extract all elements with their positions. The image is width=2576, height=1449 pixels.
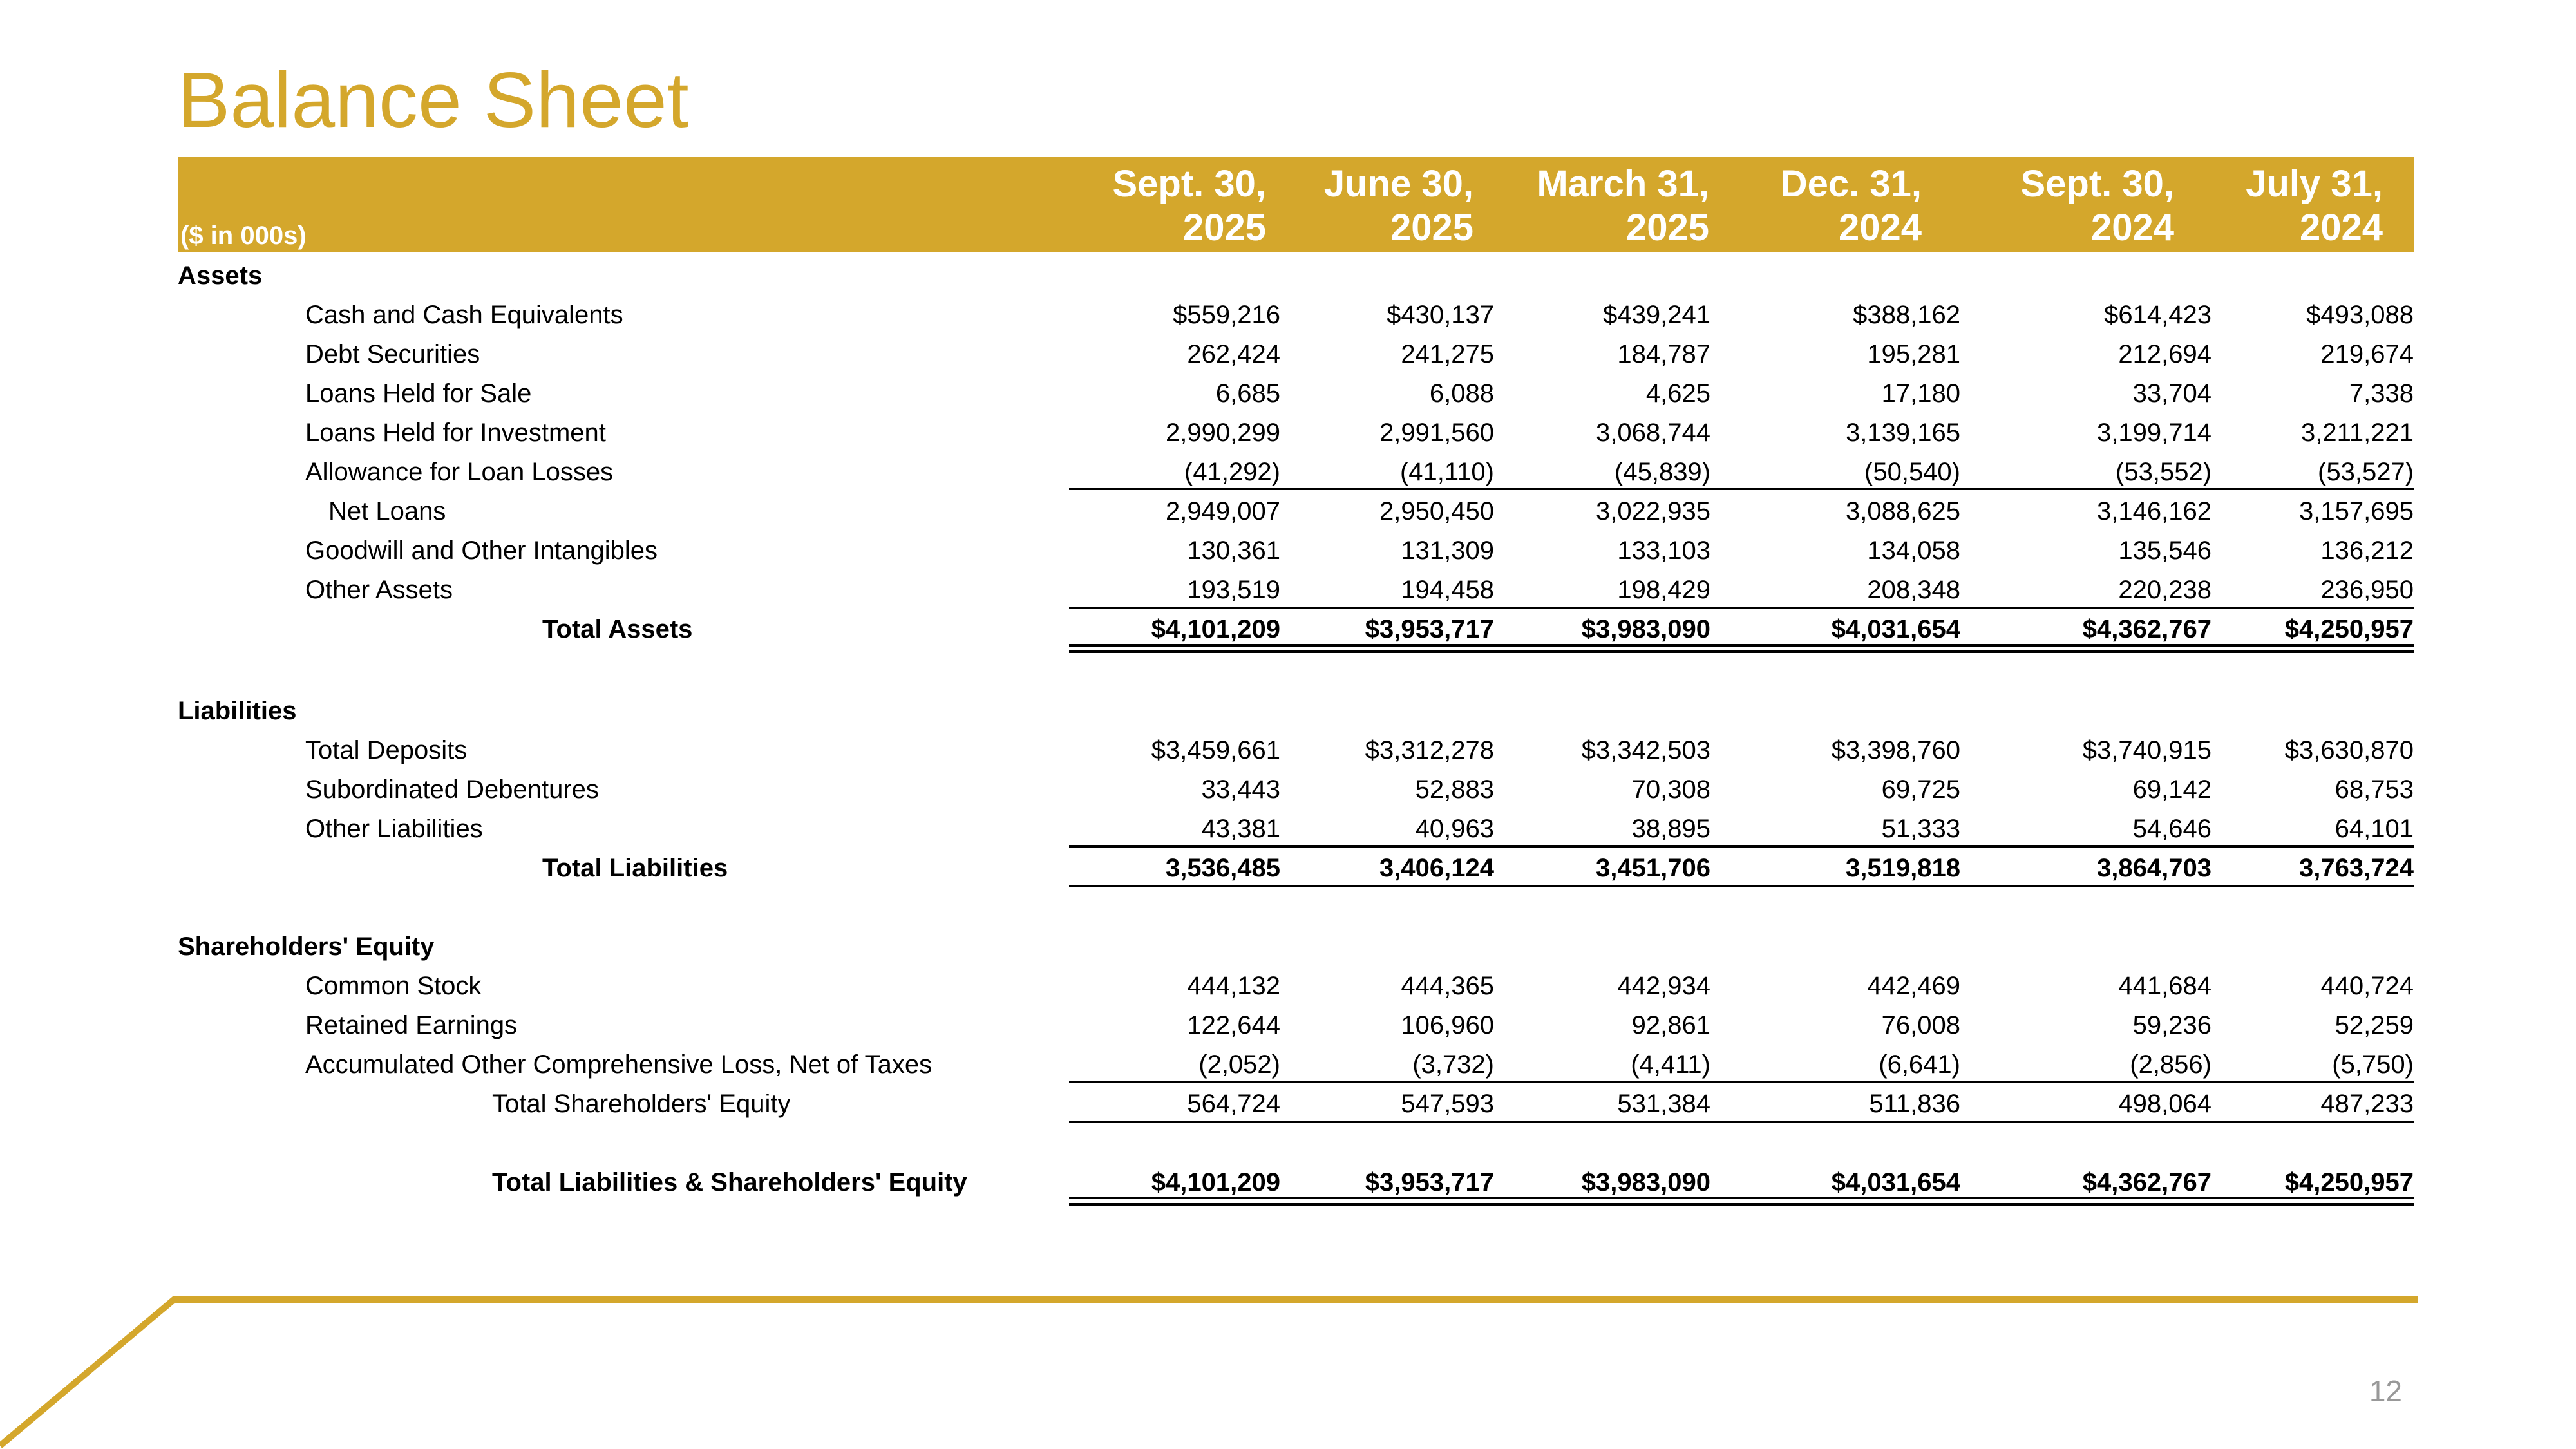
- table-row: Cash and Cash Equivalents $559,216 $430,137 $439,241 $388,162 $614,423 $493,088: [305, 301, 2414, 329]
- column-header-dec-2024: Dec. 31, 2024: [1780, 163, 1922, 249]
- section-header-assets: Assets: [178, 261, 263, 290]
- table-row: Other Liabilities 43,381 40,963 38,895 51,333 54,646 64,101: [305, 815, 2414, 843]
- footer-accent-stroke: [0, 1300, 2418, 1446]
- table-row: Net Loans 2,949,007 2,950,450 3,022,935 3,088,625 3,146,162 3,157,695: [328, 497, 2414, 526]
- section-header-liabilities: Liabilities: [178, 697, 297, 725]
- total-liabilities-equity-row: Total Liabilities & Shareholders' Equity $4,101,209 $3,953,717 $3,983,090 $4,031,654 $4,362,767 $4,250,957: [492, 1168, 2414, 1197]
- table-row: Debt Securities 262,424 241,275 184,787 195,281 212,694 219,674: [305, 340, 2414, 368]
- column-header-sept-2024: Sept. 30, 2024: [2020, 163, 2174, 249]
- table-row: Common Stock 444,132 444,365 442,934 442,469 441,684 440,724: [305, 972, 2414, 1000]
- table-row: Subordinated Debentures 33,443 52,883 70,308 69,725 69,142 68,753: [305, 775, 2414, 804]
- page-number: 12: [2369, 1374, 2402, 1408]
- total-equity-row: Total Shareholders' Equity 564,724 547,593 531,384 511,836 498,064 487,233: [492, 1090, 2414, 1118]
- total-assets-row: Total Assets $4,101,209 $3,953,717 $3,983,090 $4,031,654 $4,362,767 $4,250,957: [542, 615, 2414, 643]
- table-row: Retained Earnings 122,644 106,960 92,861 76,008 59,236 52,259: [305, 1011, 2414, 1039]
- page-title: Balance Sheet: [178, 56, 689, 144]
- table-row: Loans Held for Sale 6,685 6,088 4,625 17,180 33,704 7,338: [305, 379, 2414, 408]
- table-row: Goodwill and Other Intangibles 130,361 131,309 133,103 134,058 135,546 136,212: [305, 536, 2414, 565]
- table-row: Accumulated Other Comprehensive Loss, Net of Taxes (2,052) (3,732) (4,411) (6,641) (2,856) (5,750): [305, 1050, 2414, 1079]
- column-header-sept-2025: Sept. 30, 2025: [1112, 163, 1266, 249]
- section-header-equity: Shareholders' Equity: [178, 933, 435, 961]
- table-row: Loans Held for Investment 2,990,299 2,991,560 3,068,744 3,139,165 3,199,714 3,211,221: [305, 419, 2414, 447]
- column-header-march-2025: March 31, 2025: [1537, 163, 1709, 249]
- column-header-july-2024: July 31, 2024: [2246, 163, 2383, 249]
- table-row: Allowance for Loan Losses (41,292) (41,110) (45,839) (50,540) (53,552) (53,527): [305, 458, 2414, 486]
- table-row: Total Deposits $3,459,661 $3,312,278 $3,342,503 $3,398,760 $3,740,915 $3,630,870: [305, 736, 2414, 764]
- total-liabilities-row: Total Liabilities 3,536,485 3,406,124 3,451,706 3,519,818 3,864,703 3,763,724: [542, 854, 2414, 882]
- column-header-june-2025: June 30, 2025: [1323, 163, 1473, 249]
- units-label: ($ in 000s): [180, 222, 307, 250]
- table-row: Other Assets 193,519 194,458 198,429 208,348 220,238 236,950: [305, 576, 2414, 604]
